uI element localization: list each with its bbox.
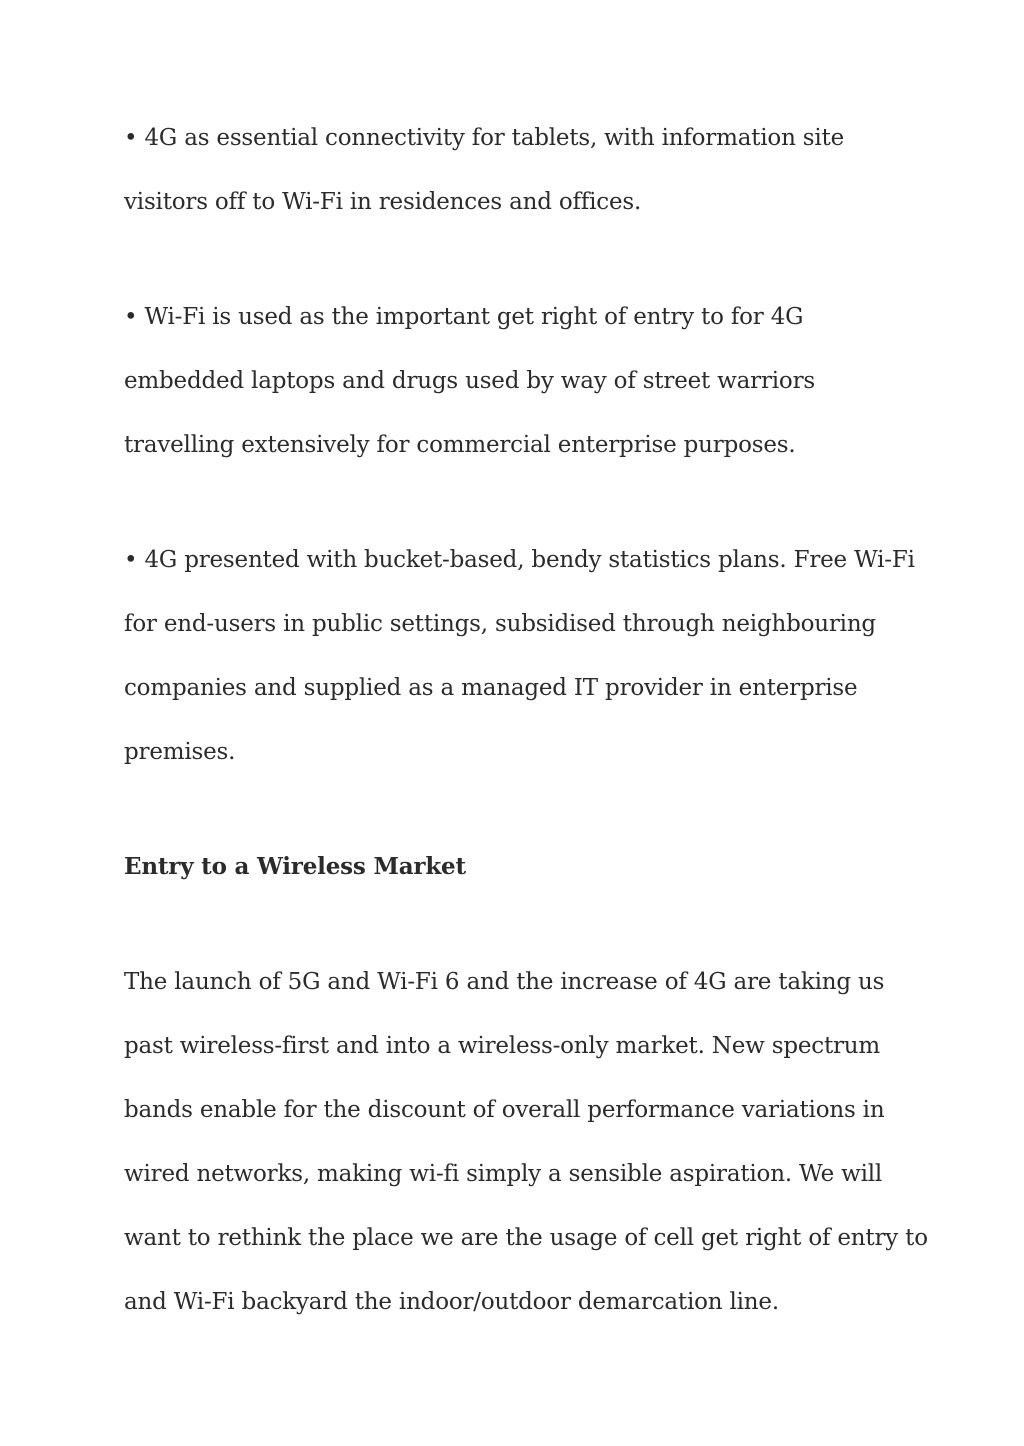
paragraph-spacer [124, 784, 924, 835]
text-line: companies and supplied as a managed IT provider in enterprise [124, 675, 858, 701]
text-line: wired networks, making wi-fi simply a sensible aspiration. We will [124, 1161, 883, 1187]
section-heading: Entry to a Wireless Market [124, 853, 466, 880]
document-page [124, 106, 928, 1334]
text-line: travelling extensively for commercial enterprise purposes. [124, 432, 796, 458]
bullet-paragraph-laptops [124, 285, 924, 477]
text-line: embedded laptops and drugs used by way of street warriors [124, 368, 815, 394]
text-line: The launch of 5G and Wi-Fi 6 and the increase of 4G are taking us [124, 969, 885, 995]
text-line: • 4G presented with bucket-based, bendy statistics plans. Free Wi-Fi [124, 547, 915, 573]
text-line: • 4G as essential connectivity for tablets, with information site [124, 125, 845, 151]
text-line: for end-users in public settings, subsidised through neighbouring [124, 611, 876, 637]
paragraph-spacer [124, 234, 924, 285]
text-line: want to rethink the place we are the usage of cell get right of entry to [124, 1225, 928, 1251]
text-line: past wireless-first and into a wireless-only market. New spectrum [124, 1033, 881, 1059]
paragraph-spacer [124, 477, 924, 528]
text-line: bands enable for the discount of overall performance variations in [124, 1097, 885, 1123]
text-line: visitors off to Wi-Fi in residences and offices. [124, 189, 642, 215]
text-line: and Wi-Fi backyard the indoor/outdoor demarcation line. [124, 1289, 779, 1315]
text-line: premises. [124, 739, 236, 765]
bullet-paragraph-data-plans [124, 528, 924, 784]
body-paragraph-wireless-market [124, 950, 928, 1334]
text-line: • Wi-Fi is used as the important get right of entry to for 4G [124, 304, 804, 330]
paragraph-spacer [124, 899, 924, 950]
bullet-paragraph-tablets [124, 106, 924, 234]
